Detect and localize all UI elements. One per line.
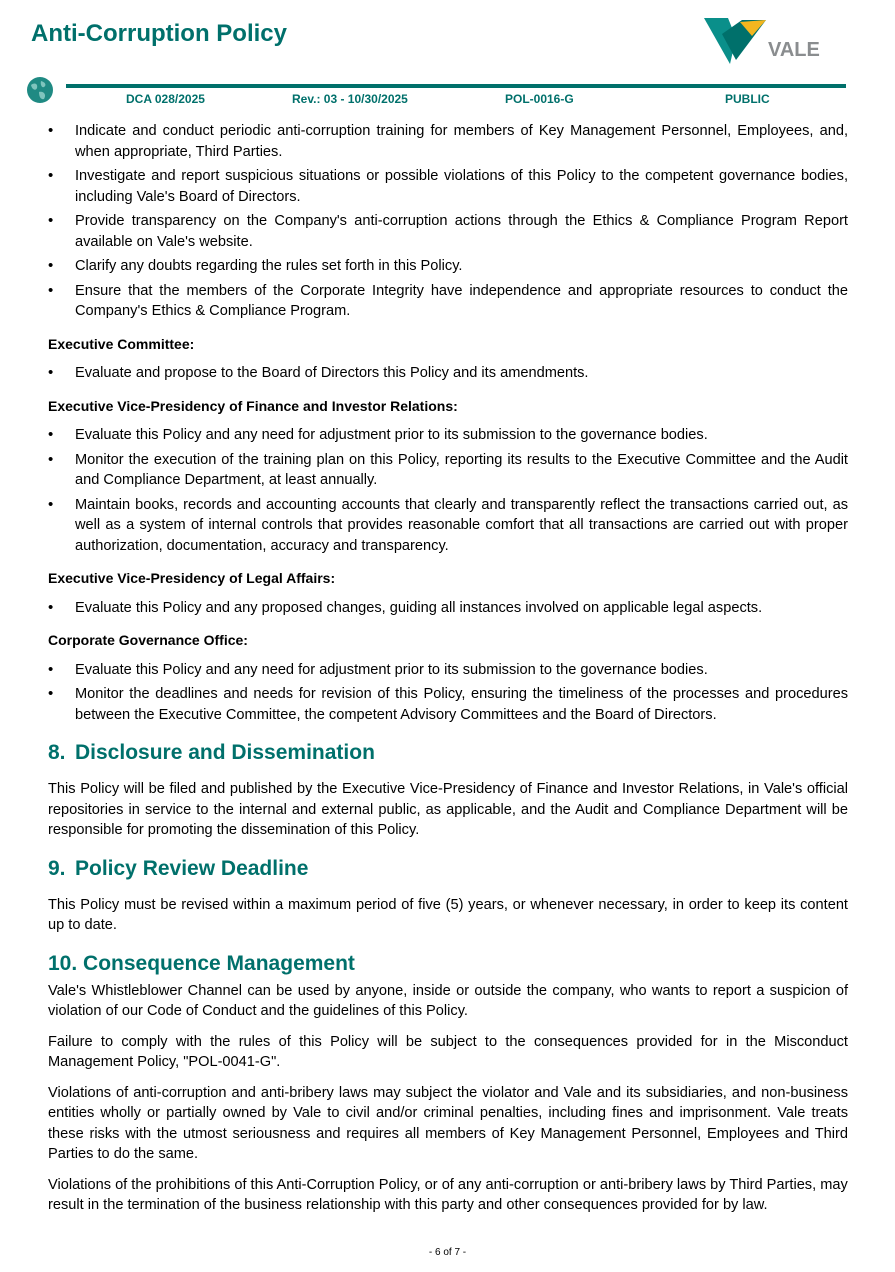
responsibility-list	[48, 121, 848, 322]
section-8-heading: 8. Disclosure and Dissemination	[48, 741, 375, 764]
list-item: • Investigate and report suspicious situations or possible violations of this Policy to the competent governance bodies, including Vale's Board of Directors.	[48, 167, 848, 205]
list-item: • Evaluate and propose to the Board of Directors this Policy and its amendments.	[48, 364, 589, 381]
revision-label: Rev.: 03 - 10/30/2025	[292, 92, 408, 106]
list-item: • Monitor the deadlines and needs for revision of this Policy, ensuring the timeliness of the processes and procedures between the Executive Committee, the competent Advisory Committees and the Board of Directors.	[48, 685, 848, 723]
list-item: • Evaluate this Policy and any need for adjustment prior to its submission to the governance bodies.	[48, 660, 708, 678]
section-10-heading: 10. Consequence Management	[48, 951, 355, 975]
governance-office-heading: Corporate Governance Office:	[48, 632, 248, 648]
finance-vp-list	[48, 425, 848, 556]
section-8-paragraph: This Policy will be filed and published by the Executive Vice-Presidency of Finance and Investor Relations, in Vale's official repositories in service to the internal and external public, as applicable, and the Audit and Compliance Department will be responsible for promoting the dissemination of this Policy.	[48, 781, 848, 838]
classification-label: PUBLIC	[725, 92, 770, 106]
list-item: • Indicate and conduct periodic anti-corruption training for members of Key Management Personnel, Employees, and, when appropriate, Third Parties.	[48, 122, 848, 160]
page-number: - 6 of 7 -	[428, 1247, 467, 1258]
section-10-paragraph: Failure to comply with the rules of this Policy will be subject to the consequences provided for in the Misconduct Management Policy, "POL-0041-G".	[48, 1033, 848, 1070]
list-item: • Maintain books, records and accounting accounts that clearly and transparently reflect the transactions carried out, as well as a system of internal controls that provides reasonable comfort that all transactions are carried out with proper authorization, documentation, accuracy and transparency.	[48, 495, 848, 554]
document-body	[48, 121, 848, 1226]
section-10-paragraph: Violations of anti-corruption and anti-bribery laws may subject the violator and Vale and its subsidiaries, and non-business entities wholly or partially owned by Vale to civil and/or criminal penalties, including fines and imprisonment. Vale treats these risks with the utmost seriousness and requires all members of Key Management Personnel, Employees and Third Parties to do the same.	[48, 1084, 848, 1162]
legal-vp-list	[48, 598, 848, 619]
section-10-paragraph: Violations of the prohibitions of this Anti-Corruption Policy, or of any anti-corruption or anti-bribery laws by Third Parties, may result in the termination of the business relationship with this party and other consequences provided for by law.	[48, 1176, 848, 1213]
section-9-heading: 9. Policy Review Deadline	[48, 856, 309, 880]
executive-committee-heading: Executive Committee:	[48, 335, 195, 352]
vale-logo	[700, 14, 835, 69]
list-item: • Ensure that the members of the Corporate Integrity have independence and appropriate resources to conduct the Company's Ethics & Compliance Program.	[48, 281, 848, 319]
executive-committee-list	[48, 363, 848, 384]
doc-code: DCA 028/2025	[126, 92, 205, 106]
list-item: • Monitor the execution of the training plan on this Policy, reporting its results to the Executive Committee and the Audit and Compliance Department, at least annually.	[48, 450, 848, 488]
section-10-paragraph: Vale's Whistleblower Channel can be used by anyone, inside or outside the company, who wants to report a suspicion of violation of our Code of Conduct and the guidelines of this Policy.	[48, 982, 848, 1019]
page-title: Anti-Corruption Policy	[31, 20, 287, 47]
header-rule	[66, 84, 846, 88]
list-item: • Evaluate this Policy and any proposed changes, guiding all instances involved on applicable legal aspects.	[48, 598, 763, 616]
list-item: • Clarify any doubts regarding the rules set forth in this Policy.	[48, 257, 463, 274]
globe-icon	[26, 76, 54, 104]
list-item: • Provide transparency on the Company's anti-corruption actions through the Ethics & Compliance Program Report available on Vale's website.	[48, 212, 848, 250]
section-9-paragraph: This Policy must be revised within a maximum period of five (5) years, or whenever necessary, in order to keep its content up to date.	[48, 896, 848, 933]
legal-vp-heading: Executive Vice-Presidency of Legal Affairs:	[48, 570, 336, 586]
list-item: • Evaluate this Policy and any need for adjustment prior to its submission to the governance bodies.	[48, 426, 708, 443]
policy-id: POL-0016-G	[505, 92, 574, 106]
governance-office-list	[48, 660, 848, 726]
logo-text: VALE	[768, 39, 820, 61]
finance-vp-heading: Executive Vice-Presidency of Finance and Investor Relations:	[48, 397, 458, 414]
